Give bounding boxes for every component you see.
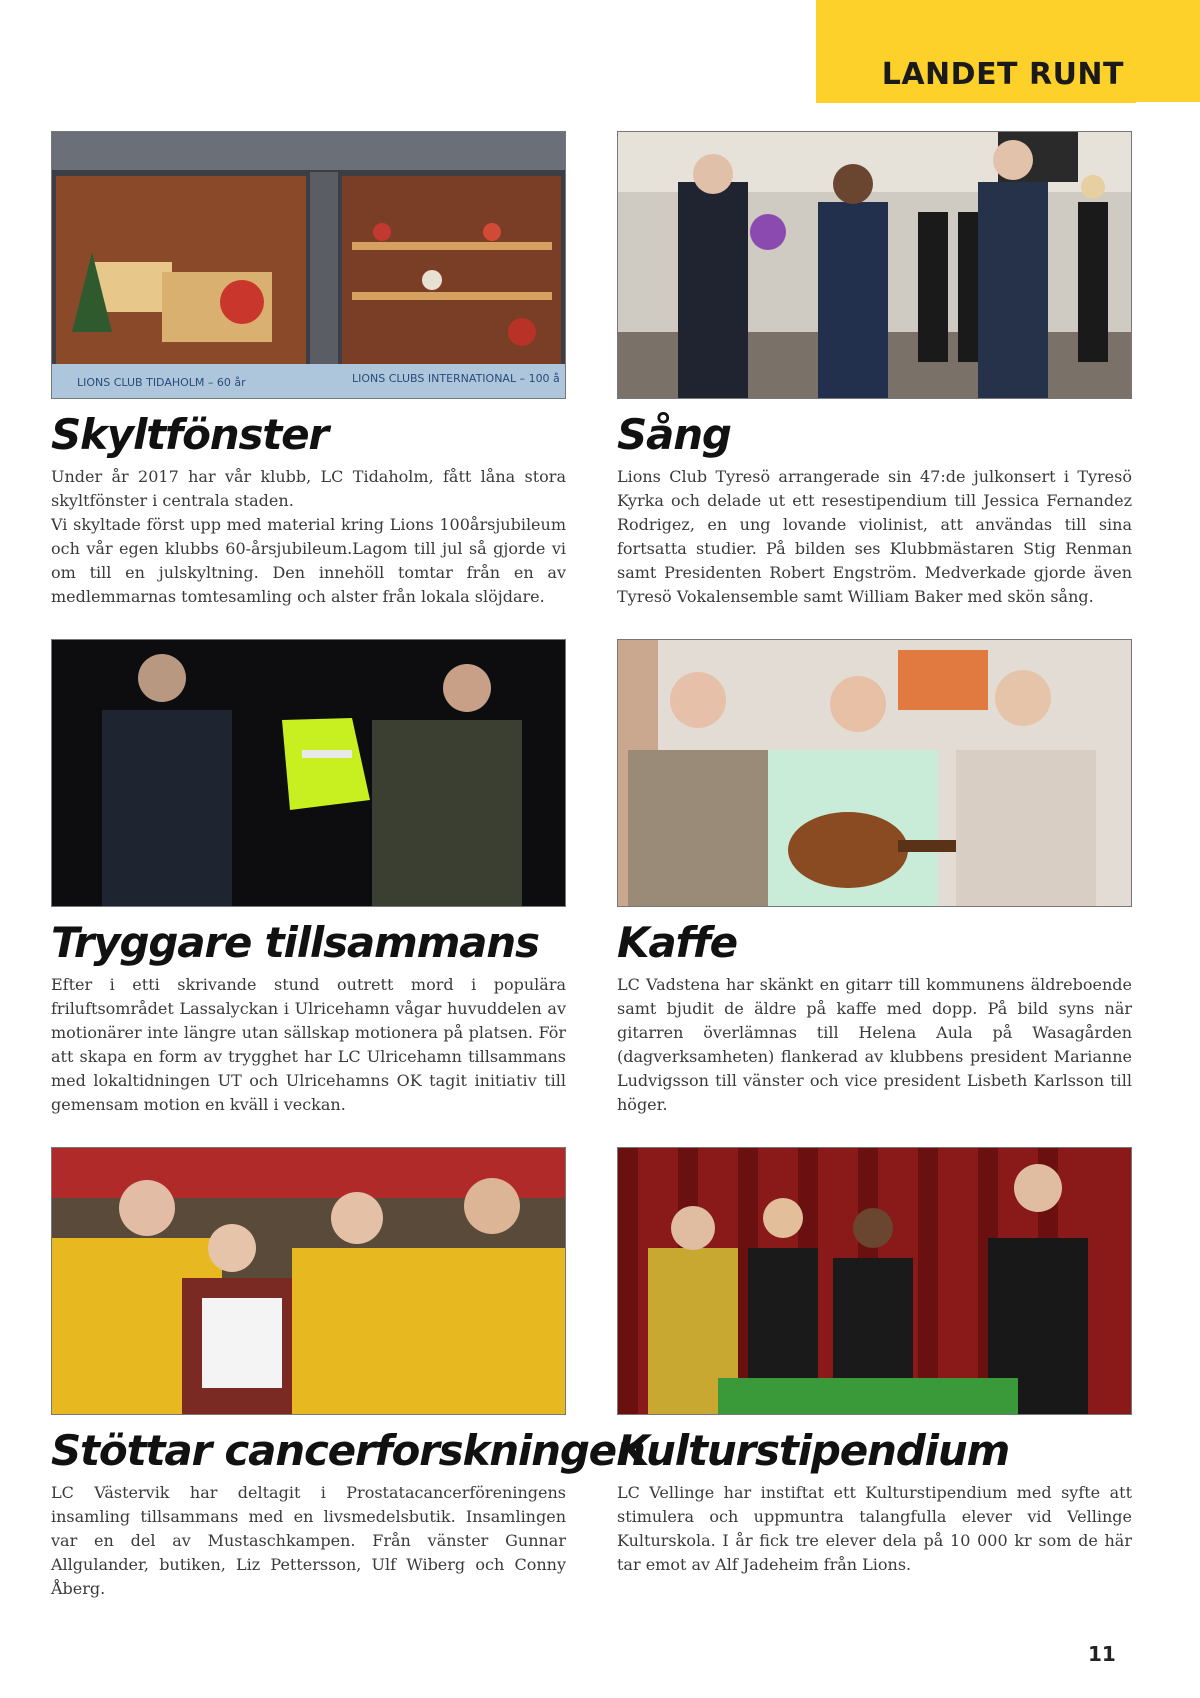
article-headline: Tryggare tillsammans (51, 918, 539, 967)
photo-shop-window (51, 131, 566, 399)
article-headline: Sång (617, 410, 731, 459)
article-sang (617, 131, 1132, 609)
article-paragraph: LC Vadstena har skänkt en gitarr till kommunens äldreboende samt bjudit de äldre på kaffe med dopp. På bild syns när gitarren överlämnas till Helena Aula på Wasagården (dagverksamheten) flankerad av klubbens president Marianne Ludvigsson till vänster och vice president Lisbeth Karlsson till höger. (617, 975, 1132, 1114)
article-kaffe (617, 639, 1132, 1117)
article-headline: Skyltfönster (51, 410, 328, 459)
page-number: 11 (1088, 1642, 1116, 1666)
article-paragraph: Efter i etti skrivande stund outrett mord i populära friluftsområdet Lassalyckan i Ulricehamn vågar huvuddelen av motionärer inte längre utan sällskap motionera på platsen. För att skapa en form av trygghet har LC Ulricehamn tillsammans med lokaltidningen UT och Ulricehamns OK tagit initiativ till gemensam motion en kväll i veckan. (51, 975, 566, 1114)
article-kulturstipendium (617, 1147, 1132, 1577)
article-paragraph: Lions Club Tyresö arrangerade sin 47:de julkonsert i Tyresö Kyrka och delade ut ett resestipendium till Jessica Fernandez Rodrigez, en ung lovande violinist, att användas till sina fortsatta studier. På bilden ses Klubbmästaren Stig Renman samt Presidenten Robert Engström. Medverkade gjorde även Tyresö Vokalensemble samt William Baker med skön sång. (617, 467, 1132, 606)
article-headline: Kaffe (617, 918, 737, 967)
article-paragraph: LC Vellinge har instiftat ett Kulturstipendium med syfte att stimulera och uppmuntra talangfulla elever vid Vellinge Kulturskola. I år fick tre elever dela på 10 000 kr som de här tar emot av Alf Jadeheim från Lions. (617, 1483, 1132, 1574)
photo-reflective-vest (51, 639, 566, 907)
photo-caption-right: LIONS CLUBS INTERNATIONAL – 100 å (352, 372, 560, 385)
photo-caption-left: LIONS CLUB TIDAHOLM – 60 år (77, 376, 246, 389)
article-headline: Stöttar cancerforskningen (51, 1426, 645, 1475)
article-body (617, 1481, 1132, 1577)
photo-stage (617, 1147, 1132, 1415)
article-skyltfonster (51, 131, 566, 609)
article-paragraph: LC Västervik har deltagit i Prostatacancerföreningens insamling tillsammans med en livsmedelsbutik. Insamlingen var en del av Mustaschkampen. Från vänster Gunnar Allgulander, butiken, Liz Pettersson, Ulf Wiberg och Conny Åberg. (51, 1483, 566, 1598)
article-body (51, 973, 566, 1117)
photo-guitar (617, 639, 1132, 907)
photo-concert (617, 131, 1132, 399)
photo-fundraising (51, 1147, 566, 1415)
article-stottar-cancerforskningen (51, 1147, 645, 1601)
article-body (617, 973, 1132, 1117)
article-paragraph: Vi skyltade först upp med material kring Lions 100årsjubileum och vår egen klubbs 60-årsjubileum.Lagom till jul så gjorde vi om till en julskyltning. Den innehöll tomtar från en av medlemmarnas tomtesamling och alster från lokala slöjdare. (51, 515, 566, 606)
article-headline: Kulturstipendium (617, 1426, 1010, 1475)
section-title: LANDET RUNT (881, 57, 1124, 92)
article-body (51, 465, 566, 609)
article-tryggare-tillsammans (51, 639, 566, 1117)
article-body (51, 1481, 566, 1601)
article-paragraph: Under år 2017 har vår klubb, LC Tidaholm, fått låna stora skyltfönster i centrala staden. (51, 467, 566, 510)
section-tab (816, 0, 1200, 102)
article-body (617, 465, 1132, 609)
section-rule (816, 100, 1136, 103)
